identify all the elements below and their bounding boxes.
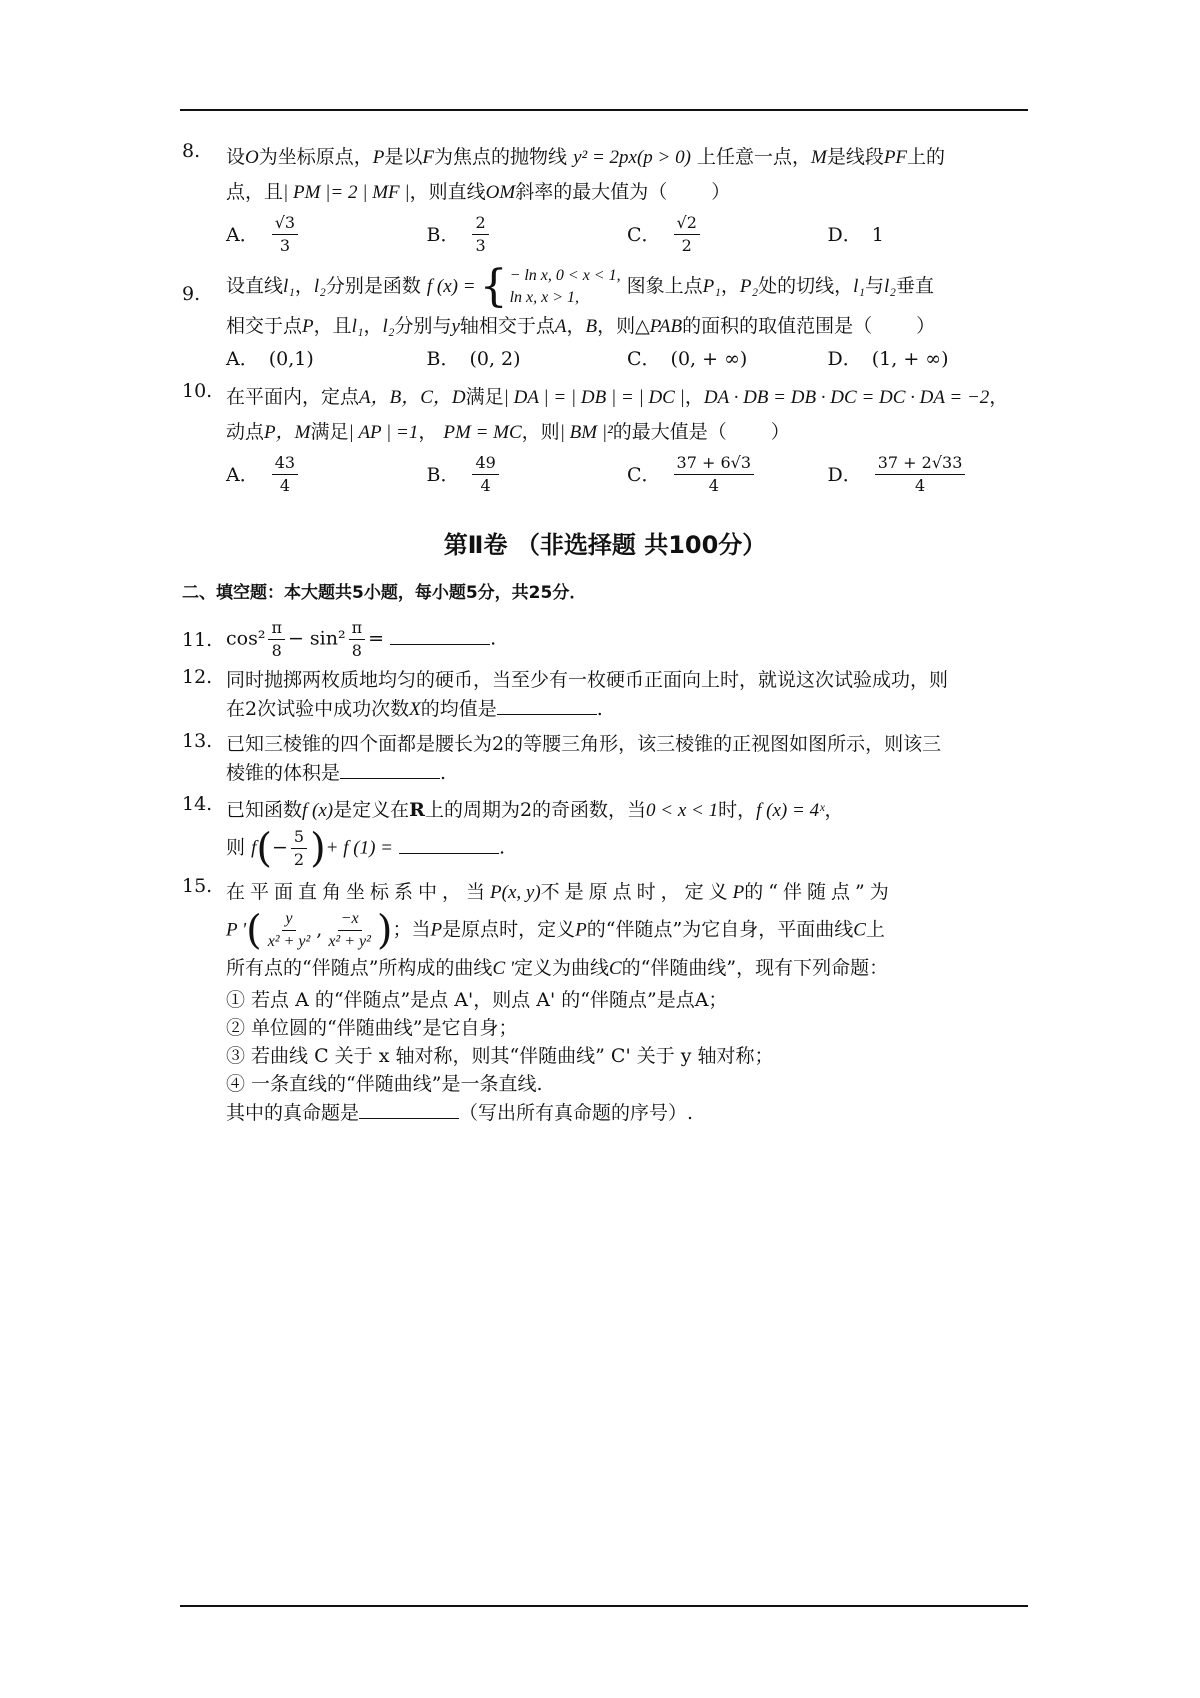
- text: ，且: [313, 315, 352, 337]
- math: P，M: [264, 422, 311, 443]
- question-12: [182, 666, 1028, 724]
- text: 的“伴随曲线”，现有下列命题：: [621, 957, 889, 979]
- fraction: [325, 910, 374, 951]
- question-number: 12.: [182, 666, 213, 688]
- proposition-list: [226, 986, 1028, 1127]
- option-label: C．: [627, 348, 661, 370]
- text: 垂直: [895, 275, 934, 297]
- math: P₂: [739, 276, 759, 297]
- text: 其中的真命题是: [226, 1102, 360, 1124]
- option-value: (0, + ∞): [670, 348, 748, 370]
- option-c: [627, 214, 828, 255]
- option-label: B．: [426, 223, 460, 246]
- question-body: 已知函数f (x)是定义在R上的周期为2的奇函数，当0 < x < 1时，f (x) = 4ˣ， 则 f(− $\frac{5}{2}$ )+ f (1) = .: [226, 799, 844, 872]
- fraction: [268, 619, 285, 660]
- text: 上的: [907, 146, 946, 168]
- answer-line: [226, 1098, 1028, 1127]
- numerator: √2: [674, 214, 700, 235]
- denominator: 4: [914, 476, 926, 495]
- question-body: 在平面直角坐标系中，当P(x, y)不是原点时，定义P的“伴随点”为 P '( $\frac{y}{\text{x² + y²}}$ , $\frac{-x}{\text{x² + y²}}$ )；当P是原点时，定义P的“伴随点”为它自身，平面曲线C上 所有点的“伴随点”所构成的曲线C '定义为曲线C的“伴随曲线”，现有下列命题： ① 若点 A 的“伴随点”是点 A'，则点 A' 的“伴随点”是点A； ② 单位圆的“伴随曲线”是它自身； ③ 若曲线 C 关于 x 轴对称，则其“伴随曲线” C' 关于 y 轴对称； ④ 一条直线的“伴随曲线”是一条直线. 其中的真命题是 （写出所有真命题的序号）.: [226, 875, 1028, 1127]
- math: f (x): [302, 800, 334, 821]
- math: A: [554, 316, 567, 337]
- option-label: B．: [426, 463, 460, 486]
- math: P: [302, 316, 314, 337]
- fraction: [472, 214, 488, 255]
- math: C: [853, 919, 866, 941]
- text: 是定义在: [333, 799, 410, 821]
- question-number: 15.: [182, 875, 213, 897]
- text: 为焦点的抛物线: [434, 146, 568, 168]
- case: − ln x, 0 < x < 1,: [509, 267, 621, 284]
- text: 分别是函数: [325, 275, 421, 297]
- answer-blank[interactable]: [340, 758, 440, 779]
- option-b: [427, 214, 628, 255]
- numerator: 2: [472, 214, 488, 235]
- text: 不是原点时，定义: [540, 881, 733, 903]
- text: 与: [865, 275, 885, 297]
- denominator: 8: [271, 641, 282, 660]
- math: P: [372, 147, 385, 168]
- question-body: [226, 730, 1028, 787]
- math: l₁: [351, 316, 364, 337]
- text: 在2次试验中成功次数: [226, 698, 410, 720]
- question-8: [182, 140, 1028, 255]
- text: 上: [865, 918, 885, 941]
- math: C: [608, 958, 622, 979]
- question-10: [182, 380, 1028, 495]
- text: 的“伴随点”为: [744, 881, 894, 903]
- text: ）: [770, 421, 790, 443]
- math-parabola: y² = 2px(p > 0): [573, 147, 691, 168]
- proposition-item: ① 若点 A 的“伴随点”是点 A'，则点 A' 的“伴随点”是点A；: [226, 989, 728, 1011]
- math: P(x, y): [490, 882, 541, 903]
- text: ，: [824, 799, 844, 821]
- options: [226, 344, 1028, 374]
- option-value: (1, + ∞): [871, 348, 949, 370]
- numerator: π: [268, 619, 285, 640]
- option-d: [828, 454, 1029, 495]
- text: 所有点的“伴随点”所构成的曲线: [226, 957, 493, 979]
- math: M: [810, 147, 827, 168]
- option-value: 1: [871, 223, 884, 246]
- option-a: [226, 344, 427, 374]
- math-condition: DA · DB = DB · DC = DC · DA = −2: [703, 387, 990, 408]
- math: X: [409, 699, 421, 720]
- text: 处的切线，: [758, 275, 854, 297]
- question-number: 10.: [182, 380, 213, 402]
- math: l₁: [853, 276, 866, 297]
- options: [226, 214, 1028, 255]
- fraction: [674, 214, 700, 255]
- text: ；当: [392, 918, 431, 941]
- option-c: [627, 344, 828, 374]
- answer-blank[interactable]: [497, 694, 597, 715]
- proposition-item: ② 单位圆的“伴随曲线”是它自身；: [226, 1017, 518, 1039]
- math-condition: | DA | = | DB | = | DC |: [503, 387, 685, 408]
- math: OM: [485, 182, 516, 203]
- text: 的“伴随点”为它自身，平面曲线: [586, 918, 854, 941]
- text: ，则: [597, 315, 636, 337]
- math: P: [732, 882, 745, 903]
- question-13: [182, 730, 1028, 787]
- text: ）: [916, 315, 936, 337]
- proposition-item: ③ 若曲线 C 关于 x 轴对称，则其“伴随曲线” C' 关于 y 轴对称；: [226, 1045, 774, 1067]
- text: ）: [711, 181, 731, 203]
- math: l₂: [884, 276, 896, 297]
- answer-blank[interactable]: [359, 1098, 459, 1119]
- question-body: [226, 140, 1028, 210]
- text: （写出所有真命题的序号）.: [459, 1102, 694, 1124]
- text: .: [596, 698, 603, 720]
- numerator: 37 + 6√3: [674, 454, 755, 475]
- math: f (x) = 4ˣ: [756, 800, 825, 821]
- option-label: A．: [226, 223, 259, 246]
- math: l₁: [283, 276, 295, 297]
- question-number: 14.: [182, 793, 213, 815]
- question-body: [226, 666, 1028, 724]
- piecewise-function: [426, 261, 621, 312]
- math: F: [422, 147, 434, 168]
- math: P₁: [702, 276, 721, 297]
- denominator: 4: [279, 476, 290, 495]
- math-condition: | AP | =1: [348, 422, 419, 443]
- option-value: (0,1): [268, 348, 314, 370]
- section-title: 第Ⅱ卷 （非选择题 共100分）: [443, 531, 767, 559]
- math: −: [271, 836, 288, 859]
- answer-blank[interactable]: [390, 624, 490, 645]
- question-14: [182, 793, 1028, 872]
- exam-page: [182, 140, 1028, 1133]
- fraction: [349, 619, 366, 660]
- proposition-item: ④ 一条直线的“伴随曲线”是一条直线.: [226, 1073, 543, 1095]
- option-b: [427, 344, 628, 374]
- math: − sin²: [287, 627, 346, 650]
- text: 的最大值是（: [612, 421, 727, 443]
- math: O: [245, 147, 259, 168]
- text: 已知函数: [226, 799, 303, 821]
- option-d: [828, 344, 1029, 374]
- case: ln x, x > 1,: [509, 289, 580, 306]
- text: 则: [226, 836, 246, 859]
- option-d: [828, 220, 1029, 250]
- question-11: [182, 619, 1028, 660]
- option-label: A．: [226, 463, 259, 486]
- math: PF: [883, 147, 908, 168]
- question-body: [226, 619, 1028, 660]
- option-label: A．: [226, 348, 259, 370]
- text: 在平面直角坐标系中，当: [226, 881, 491, 903]
- text: 是原点时，定义: [442, 918, 576, 941]
- text: 是线段: [826, 146, 884, 168]
- text: 满足: [310, 421, 349, 443]
- math: C ': [492, 958, 514, 979]
- math: f (x) =: [426, 276, 476, 297]
- text: .: [499, 836, 506, 859]
- denominator: 8: [351, 641, 362, 660]
- question-number: 11.: [182, 629, 213, 651]
- question-body: 在平面内，定点A，B，C，D满足| DA | = | DB | = | DC |，DA · DB = DB · DC = DC · DA = −2， 动点P，M满足| AP | =1， PM = MC，则| BM |²的最大值是（ ）: [226, 386, 1009, 443]
- text: ，则直线: [409, 181, 486, 203]
- option-b: [427, 454, 628, 495]
- options: [226, 454, 1028, 495]
- numerator: √3: [272, 214, 298, 235]
- text: ，: [294, 275, 314, 297]
- text: 图象上点: [626, 275, 703, 297]
- cases: [510, 265, 621, 309]
- numerator: 37 + 2√33: [875, 454, 966, 475]
- fraction: [272, 454, 298, 495]
- math: P: [575, 919, 587, 941]
- math-triangle: △PAB: [635, 316, 683, 337]
- numerator: 5: [291, 828, 307, 849]
- question-number: 13.: [182, 730, 213, 752]
- text: 相交于点: [226, 315, 303, 337]
- option-label: D．: [827, 223, 862, 246]
- fraction: [272, 214, 298, 255]
- numerator: 43: [272, 454, 298, 475]
- math: P: [430, 919, 443, 941]
- bottom-rule: [180, 1605, 1028, 1607]
- math: =: [368, 627, 385, 650]
- denominator: x² + y²: [267, 933, 311, 950]
- brace-glyph: {: [479, 261, 508, 312]
- option-label: D．: [827, 348, 862, 370]
- text: ，: [566, 315, 586, 337]
- text: 分别与: [394, 315, 452, 337]
- math: l₂: [313, 276, 326, 297]
- fraction: [875, 454, 966, 495]
- math-condition: PM = MC: [443, 422, 522, 443]
- math: cos²: [226, 627, 266, 650]
- text: 点，且: [226, 181, 284, 203]
- option-label: C．: [627, 223, 661, 246]
- denominator: 2: [681, 236, 692, 255]
- text: 定义为曲线: [513, 957, 609, 979]
- math-condition: | PM |= 2 | MF |: [283, 182, 410, 203]
- answer-blank[interactable]: [399, 833, 499, 854]
- text: ，: [720, 275, 740, 297]
- fraction: [472, 454, 498, 495]
- numerator: −x: [338, 910, 362, 931]
- question-number: 9.: [182, 283, 201, 305]
- text: 是以: [384, 146, 423, 168]
- math-target: | BM |²: [559, 422, 613, 443]
- math-bold: R: [409, 799, 425, 821]
- text: 设直线: [226, 275, 284, 297]
- text: 动点: [226, 421, 265, 443]
- denominator: 3: [279, 236, 291, 255]
- denominator: 4: [480, 476, 491, 495]
- numerator: y: [282, 910, 295, 931]
- denominator: 2: [293, 850, 305, 869]
- question-body: [226, 261, 1028, 344]
- math: A，B，C，D: [359, 387, 466, 408]
- text: 棱锥的体积是: [226, 762, 341, 784]
- question-number: 8.: [182, 140, 201, 162]
- question-9: [182, 261, 1028, 374]
- text: 的均值是: [420, 698, 497, 720]
- option-label: D．: [827, 463, 862, 486]
- text: ，则: [521, 421, 560, 443]
- math: 0 < x < 1: [646, 800, 719, 821]
- text: 在平面内，定点: [226, 386, 360, 408]
- text: 满足: [465, 386, 504, 408]
- fraction: [291, 828, 307, 869]
- text: 上的周期为2的奇函数，当: [424, 799, 647, 821]
- text: 时，: [718, 799, 757, 821]
- fraction: [674, 454, 755, 495]
- option-label: B．: [426, 348, 460, 370]
- text: 同时抛掷两枚质地均匀的硬币，当至少有一枚硬币正面向上时，就说这次试验成功，则: [226, 669, 949, 691]
- numerator: 49: [472, 454, 498, 475]
- text: 上任意一点，: [696, 146, 811, 168]
- math: + f (1) =: [325, 837, 393, 859]
- option-a: [226, 214, 427, 255]
- text: .: [490, 627, 497, 650]
- denominator: x² + y²: [328, 933, 371, 950]
- math: P ': [226, 919, 247, 941]
- math: B: [585, 316, 598, 337]
- math: f: [251, 837, 257, 859]
- option-value: (0, 2): [469, 348, 521, 370]
- numerator: π: [349, 619, 366, 640]
- denominator: 4: [708, 476, 719, 495]
- top-rule: [180, 109, 1028, 111]
- denominator: 3: [475, 236, 486, 255]
- text: 已知三棱锥的四个面都是腰长为2的等腰三角形，该三棱锥的正视图如图所示，则该三: [226, 733, 942, 755]
- text: 斜率的最大值为（: [515, 181, 668, 203]
- question-15: [182, 875, 1028, 1127]
- option-c: [627, 454, 828, 495]
- text: .: [440, 762, 447, 784]
- math: l₂: [382, 316, 395, 337]
- fraction: [265, 910, 314, 951]
- text: 为坐标原点，: [258, 146, 373, 168]
- text: 设: [226, 146, 246, 168]
- option-label: C．: [627, 463, 661, 486]
- text: 轴相交于点: [459, 315, 555, 337]
- text: 的面积的取值范围是（: [682, 315, 873, 337]
- text: ，: [363, 315, 383, 337]
- part-heading: 二、填空题：本大题共5小题，每小题5分，共25分．: [182, 583, 587, 603]
- math: y: [451, 316, 460, 337]
- option-a: [226, 454, 427, 495]
